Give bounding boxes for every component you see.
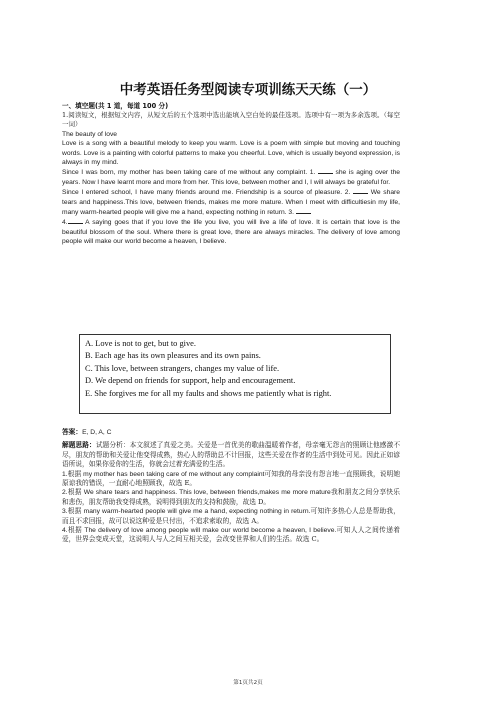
explanation-item-2 bbox=[62, 488, 400, 507]
answer-section bbox=[62, 428, 400, 545]
paragraph-4-start: 4. bbox=[62, 219, 68, 227]
passage-title: The beauty of love bbox=[62, 130, 118, 138]
paragraph-3-end: We share tears and happiness.This love, between friends, makes me more mature. When I meet with difficultiesin my life, many warm-hearted people will give me a hand, expecting nothing in return. 3. bbox=[62, 189, 401, 217]
explanation-item-3 bbox=[62, 507, 400, 526]
options-box bbox=[79, 334, 391, 414]
blank-2[interactable] bbox=[353, 187, 368, 194]
explanation-item-4 bbox=[62, 526, 400, 545]
item-4-en: 4.根据 The delivery of love among people will make our world become a heaven, I believe. bbox=[62, 527, 337, 535]
item-4-cn: 可知人人之间传递着爱，世界会变成天堂，这说明人与人之间互相关爱，会改变世界和人们的生活。故选 C。 bbox=[62, 526, 400, 544]
option-e: E. She forgives me for all my faults and shows me patiently what is right. bbox=[85, 388, 332, 398]
section-heading: 一、填空题(共 1 道，每道 100 分) bbox=[62, 102, 169, 110]
explanation-text: 试题分析：本文叙述了真爱之美。关爱是一首优美的歌曲温暖着作者，母亲毫无怨言的照顾让他感激不尽，朋友的帮助和关爱让他变得成熟，热心人的帮助总不计回报，这些关爱在作者的生活中到处可见。因此正如谚语所说，如果你爱你的生活，你就会过着充满爱的生活。 bbox=[62, 441, 401, 469]
blank-4[interactable] bbox=[68, 217, 83, 224]
blank-3[interactable] bbox=[296, 207, 311, 214]
item-2-en: 2.根据 We share tears and happiness. This love, between friends,makes me more mature bbox=[62, 489, 331, 497]
paragraph-2-start: Since I was born, my mother has been taking care of me without any complaint. 1. bbox=[62, 169, 316, 177]
option-b: B. Each age has its own pleasures and its own pains. bbox=[85, 351, 261, 361]
option-d: D. We depend on friends for support, help and encouragement. bbox=[85, 376, 296, 386]
paragraph-1: Love is a song with a beautiful melody to keep you warm. Love is a poem with simple but moving and touching words. Love is a painting with colorful patterns to make you cheerful. Love, which is usually beyond expression, is always in my mind. bbox=[62, 140, 400, 167]
item-1-cn: 可知我的母亲没有怨言地一直照顾我，说明她原谅我的错误，一直耐心地照顾我，故选 E。 bbox=[62, 469, 401, 488]
page-footer: 第1页共2页 bbox=[233, 680, 263, 686]
paragraph-4 bbox=[62, 217, 400, 246]
paragraph-2-end: she is aging over the years. Now I have learnt more and more from her. This love, between mother and I, I will always be grateful for. bbox=[62, 169, 401, 186]
paragraph-2 bbox=[62, 167, 400, 187]
paragraph-4-end: A saying goes that if you love the life you live, you will live a life of love. It is certain that love is the beautiful blossom of the soul. Where there is great love, there are always miracles. The delivery of love among people will make our world become a heaven, I believe. bbox=[62, 219, 400, 246]
paragraph-3-start: Since I entered school, I have many friends around me. Friendship is a source of pleasure. 2. bbox=[62, 189, 351, 197]
item-3-en: 3.根据 many warm-hearted people will give me a hand, expecting nothing in return. bbox=[62, 508, 311, 516]
question-body bbox=[62, 111, 400, 247]
item-2-cn: 我和朋友之间分享快乐和悲伤，朋友帮助我变得成熟，说明得到朋友的支持和鼓励，故选 D。 bbox=[62, 488, 400, 506]
answer-line bbox=[62, 428, 400, 437]
explanation-label: 解题思路： bbox=[62, 441, 96, 450]
answer-value: E, D, A, C bbox=[82, 429, 112, 436]
item-3-cn: 可知许多热心人总是帮助我，而且不求回报，故可以说这种爱是只付出，不追求索取的，故选 A。 bbox=[62, 507, 400, 525]
document-title: 中考英语任务型阅读专项训练天天练（一） bbox=[119, 82, 377, 98]
item-1-en: 1.根据 my mother has been taking care of me without any complaint bbox=[62, 470, 265, 478]
answer-label: 答案： bbox=[62, 428, 83, 436]
explanation-item-1 bbox=[62, 470, 400, 489]
instruction-text: 1.阅读短文，根据短文内容，从短文后的五个选项中选出能填入空白处的最佳选项。选项中有一项为多余选项。（每空一词） bbox=[62, 111, 400, 129]
paragraph-3 bbox=[62, 187, 400, 217]
blank-1[interactable] bbox=[318, 167, 333, 174]
explanation bbox=[62, 441, 400, 469]
option-c: C. This love, between strangers, changes my value of life. bbox=[85, 363, 280, 373]
option-a: A. Love is not to get, but to give. bbox=[85, 339, 196, 348]
